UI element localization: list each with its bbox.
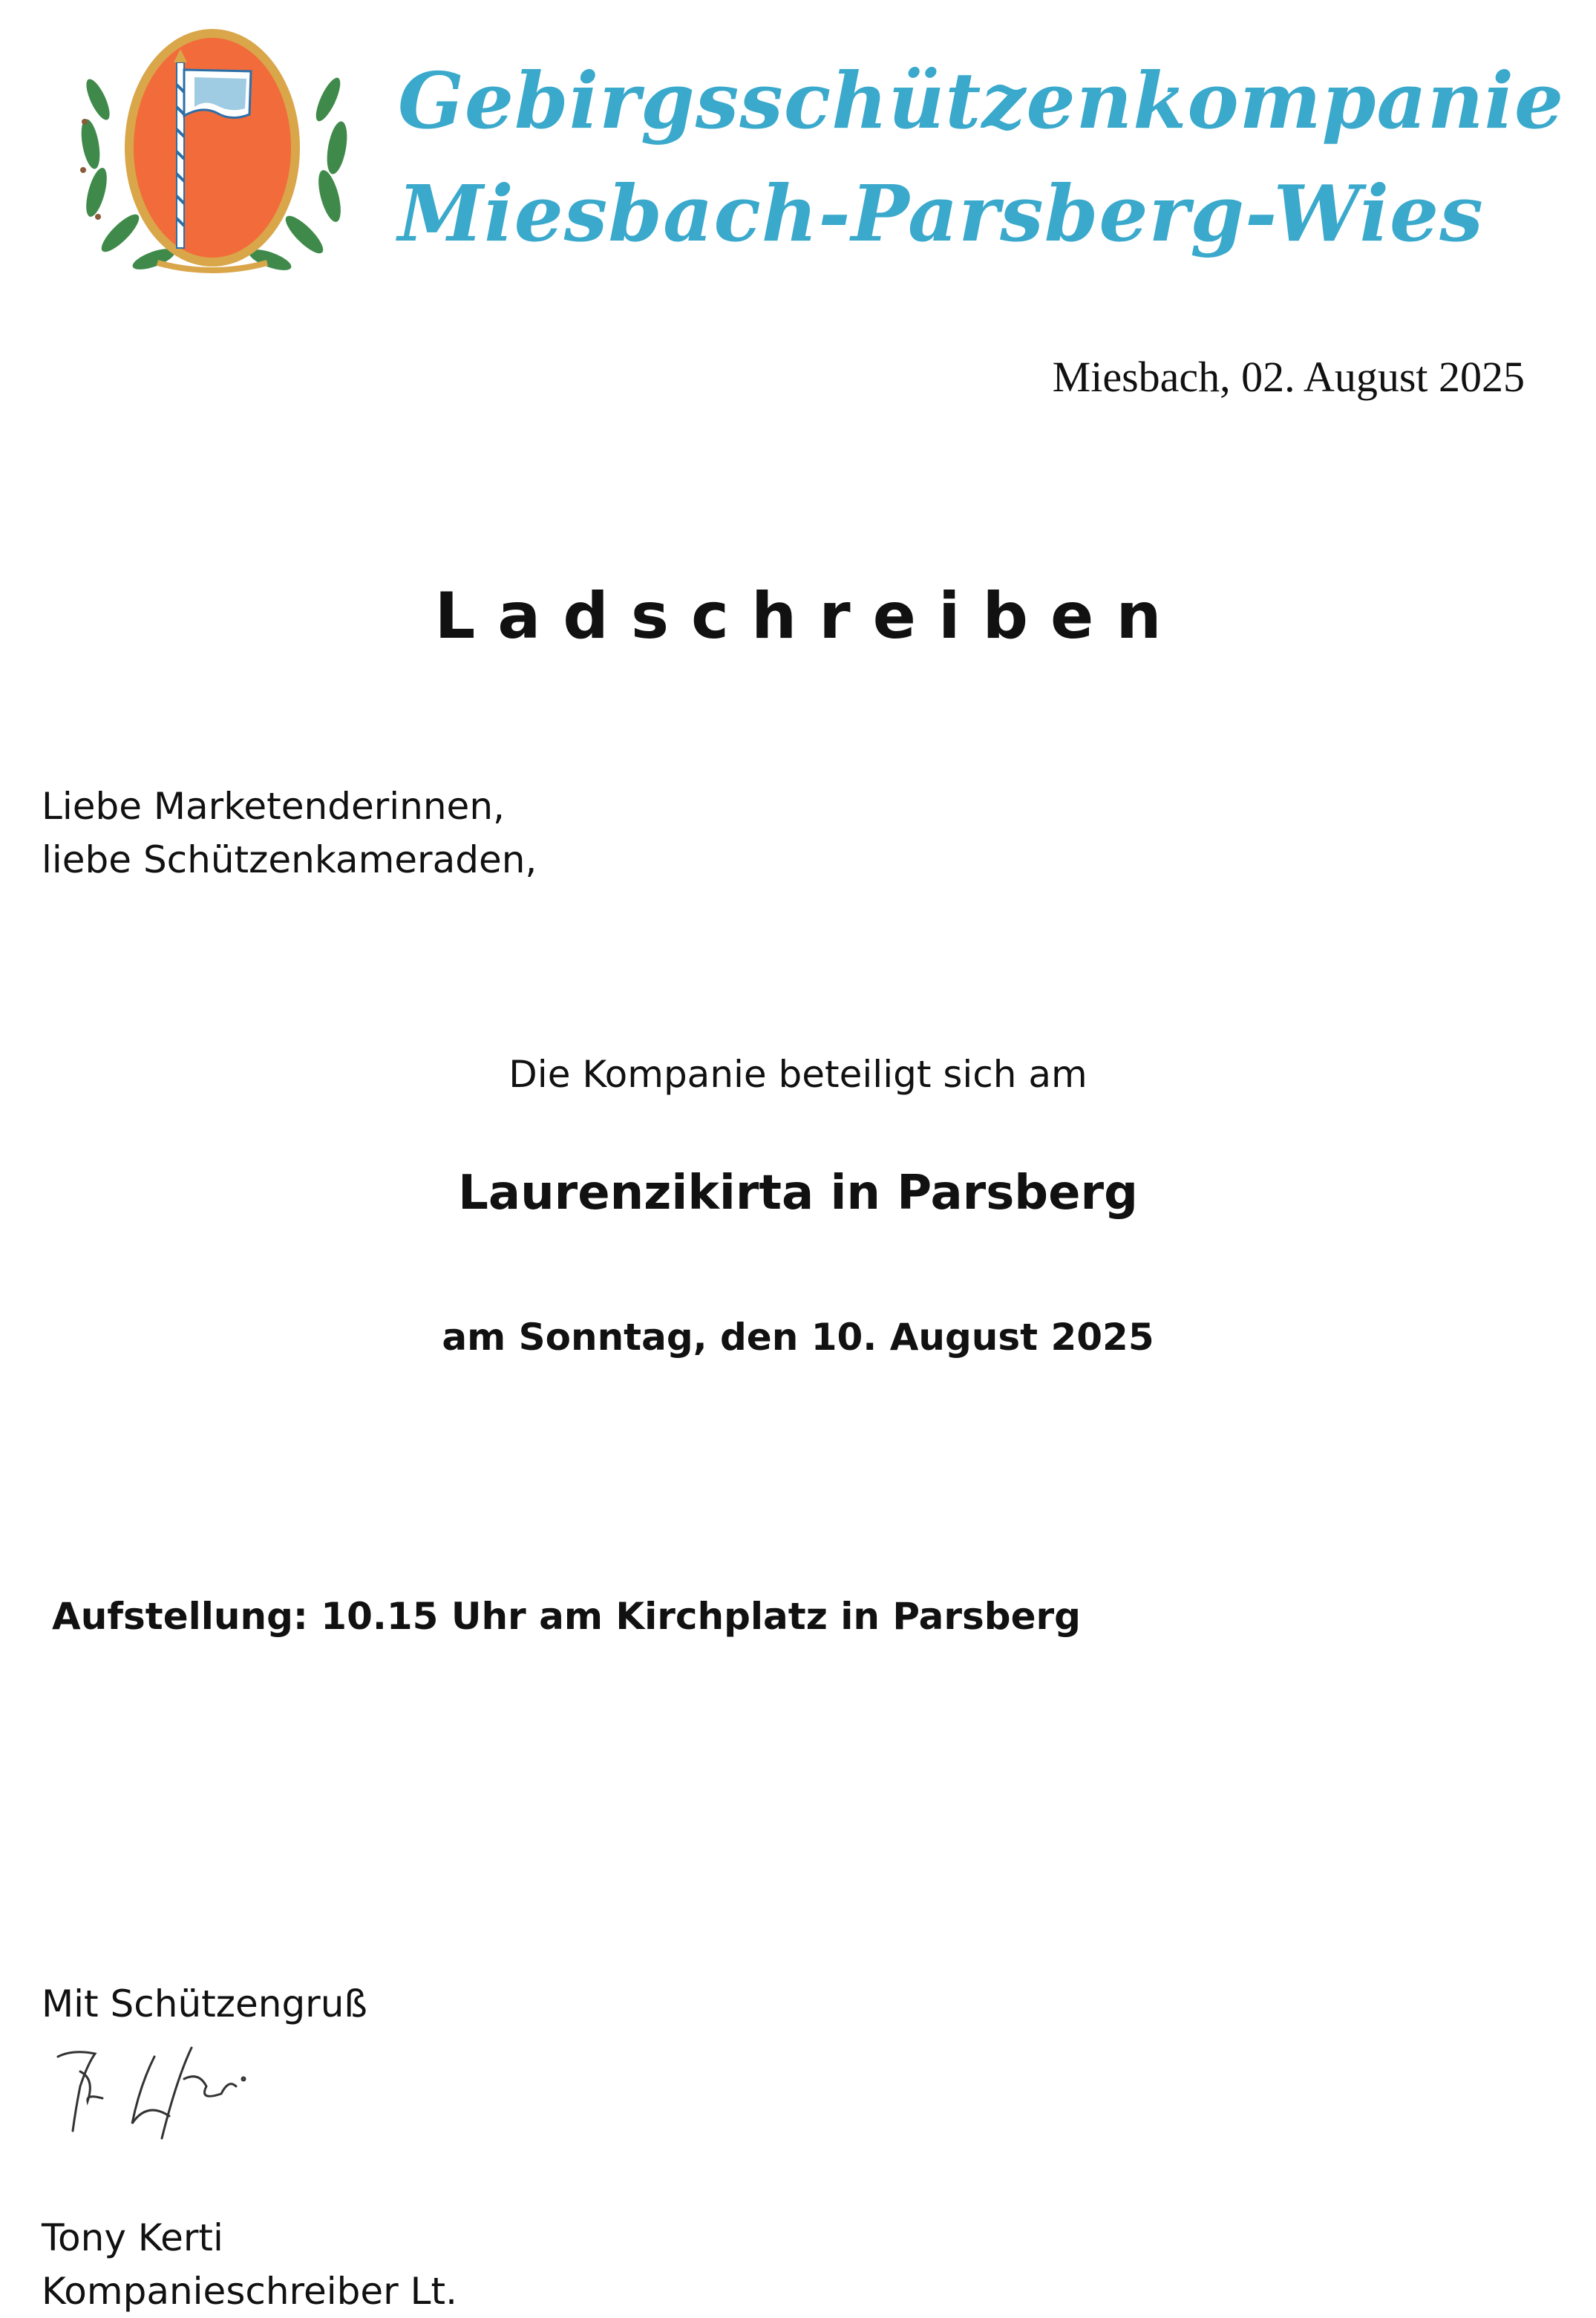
organization-name-line-1: Gebirgsschützenkompanie	[398, 55, 1565, 146]
letter-date: Miesbach, 02. August 2025	[1052, 353, 1525, 401]
signer-name: Tony Kerti	[42, 2216, 223, 2259]
signer-role: Kompanieschreiber Lt.	[42, 2270, 457, 2313]
salutation-line-2: liebe Schützenkameraden,	[42, 838, 537, 881]
handwritten-signature	[43, 2027, 295, 2161]
signer-block	[42, 2211, 457, 2318]
assembly-info: Aufstellung: 10.15 Uhr am Kirchplatz in Parsberg	[52, 1595, 1081, 1638]
intro-text: Die Kompanie beteiligt sich am	[508, 1053, 1088, 1096]
salutation-line-1: Liebe Marketenderinnen,	[42, 785, 505, 828]
company-crest-icon	[68, 18, 356, 282]
closing-greeting: Mit Schützengruß	[42, 1982, 367, 2025]
organization-name-line-2: Miesbach-Parsberg-Wies	[398, 168, 1484, 259]
letter-title: Ladschreiben	[434, 579, 1184, 653]
salutation	[42, 780, 537, 887]
event-name: Laurenzikirta in Parsberg	[458, 1166, 1138, 1221]
event-date: am Sonntag, den 10. August 2025	[442, 1316, 1154, 1359]
